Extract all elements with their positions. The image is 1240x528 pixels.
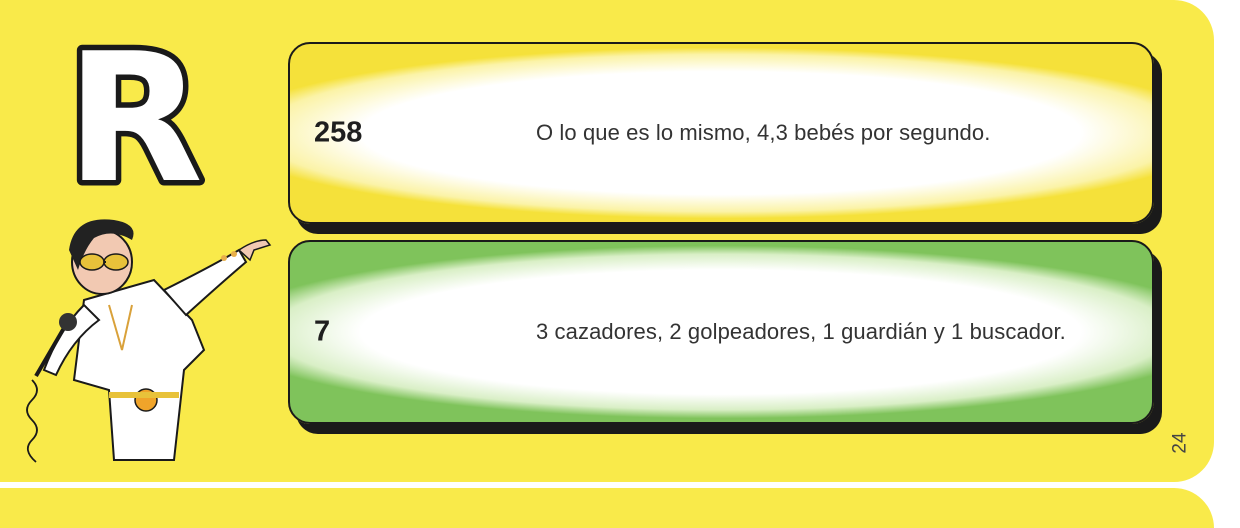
- answer-row-2: [288, 240, 1154, 424]
- next-card-edge: [0, 488, 1214, 528]
- answer-number: 258: [314, 116, 363, 149]
- answer-row-1: [288, 42, 1154, 224]
- letter-r-icon: [58, 22, 218, 202]
- elvis-singer-icon: [14, 210, 284, 470]
- page-number: 24: [1169, 432, 1191, 454]
- answer-description: O lo que es lo mismo, 4,3 bebés por segundo.: [536, 120, 991, 145]
- answer-description: 3 cazadores, 2 golpeadores, 1 guardián y 1 buscador.: [536, 319, 1066, 344]
- answer-number: 7: [314, 315, 331, 348]
- letter-glyph: R: [66, 22, 204, 202]
